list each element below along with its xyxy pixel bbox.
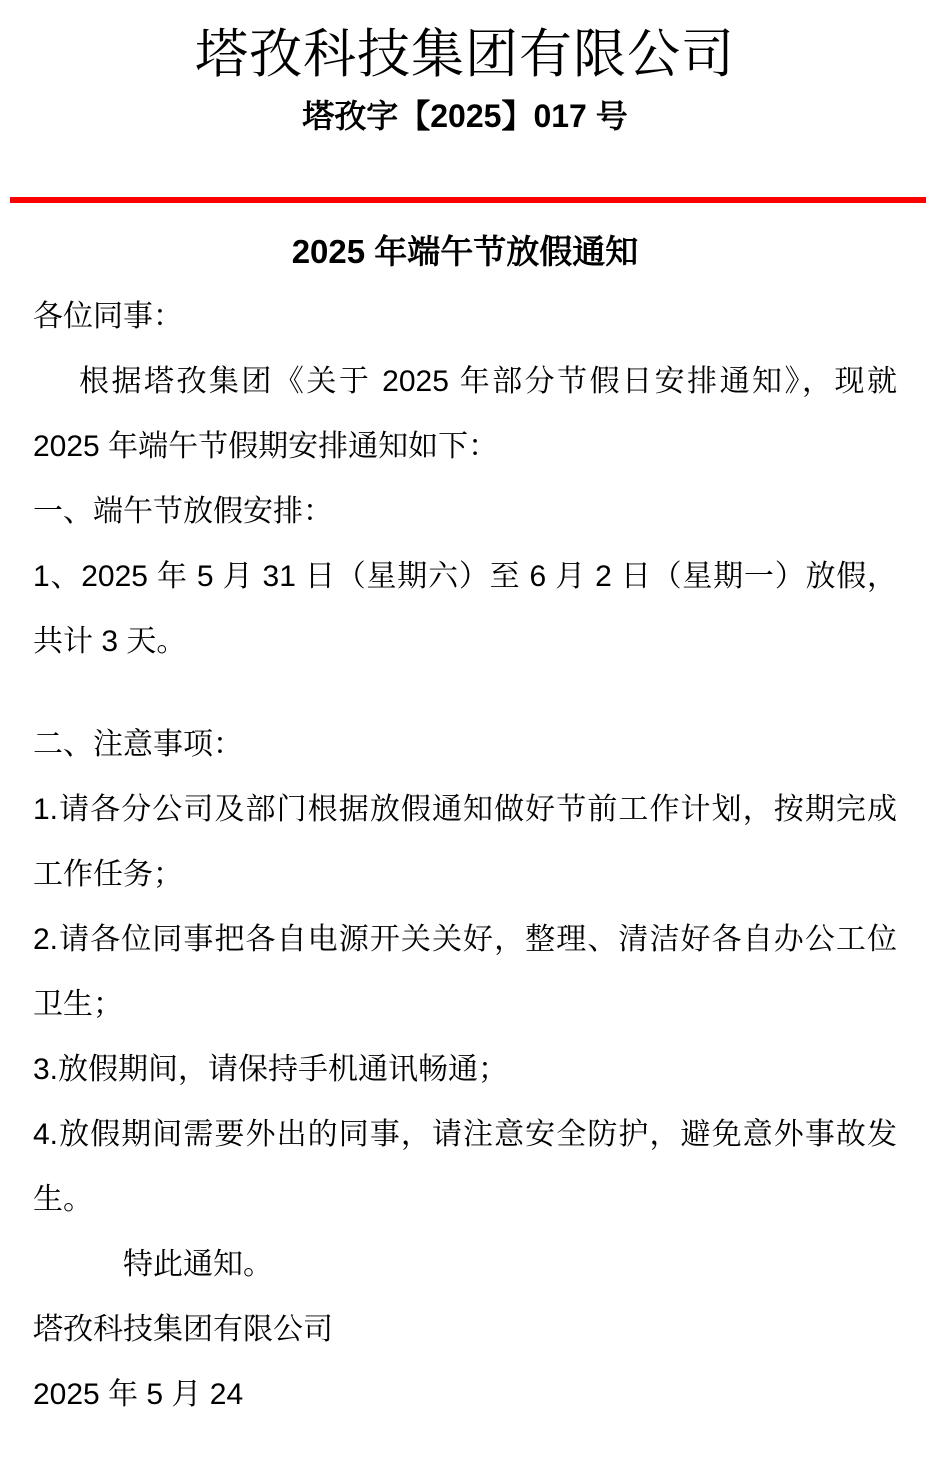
doc-number: 塔孜字【2025】017 号 <box>302 98 628 134</box>
signature-date: 2025 年 5 月 24 <box>33 1378 244 1411</box>
section2-heading: 二、注意事项： <box>33 728 243 761</box>
section2-item: 4.放假期间需要外出的同事，请注意安全防护，避免意外事故发生。 <box>33 1118 897 1216</box>
section2-item: 3.放假期间，请保持手机通讯畅通； <box>33 1053 509 1086</box>
closing-line: 特此通知。 <box>123 1248 273 1281</box>
salutation: 各位同事： <box>33 300 183 333</box>
red-divider-line <box>10 197 926 203</box>
notice-body <box>0 219 930 1427</box>
company-title: 塔孜科技集团有限公司 <box>195 26 735 84</box>
section2-item: 2.请各位同事把各自电源开关关好，整理、清洁好各自办公工位卫生； <box>33 923 897 1021</box>
intro-paragraph: 根据塔孜集团《关于 2025 年部分节假日安排通知》，现就 2025 年端午节假期安排通知如下： <box>33 365 897 463</box>
signature-company: 塔孜科技集团有限公司 <box>33 1313 333 1346</box>
section1-heading: 一、端午节放假安排： <box>33 495 333 528</box>
document-header <box>0 26 930 203</box>
notice-title: 2025 年端午节放假通知 <box>291 233 639 270</box>
section1-item: 1、2025 年 5 月 31 日（星期六）至 6 月 2 日（星期一）放假，共计 3 天。 <box>33 560 897 658</box>
blank-line <box>33 674 897 712</box>
section2-item: 1.请各分公司及部门根据放假通知做好节前工作计划，按期完成工作任务； <box>33 793 897 891</box>
